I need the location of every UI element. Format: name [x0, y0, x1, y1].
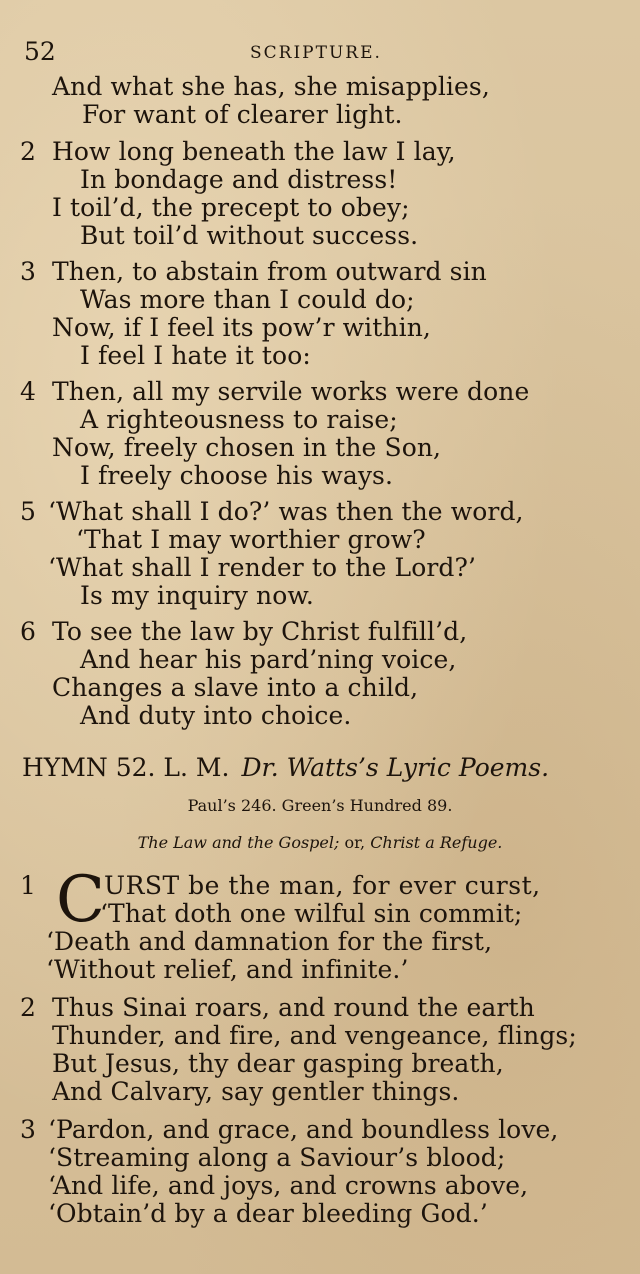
running-head: SCRIPTURE.	[250, 43, 382, 63]
verse-line: In bondage and distress!	[80, 165, 398, 194]
hymn-number-meter: HYMN 52. L. M.	[22, 753, 230, 782]
subtitle-part2: Christ a Refuge.	[370, 833, 503, 852]
verse-line: And what she has, she misapplies,	[52, 72, 490, 101]
stanza-number: 3	[20, 1115, 36, 1144]
verse-line: ‘Without relief, and infinite.’	[46, 955, 409, 984]
verse-line: Thunder, and fire, and vengeance, flings;	[52, 1021, 577, 1050]
verse-line: Changes a slave into a child,	[52, 673, 419, 702]
hymn-subtitle	[0, 832, 640, 854]
verse-line: Then, all my servile works were done	[52, 377, 530, 406]
verse-line: Now, freely chosen in the Son,	[52, 433, 442, 462]
stanza-number: 3	[20, 257, 36, 286]
tune-references: Paul’s 246. Green’s Hundred 89.	[187, 796, 453, 815]
stanza-number: 1	[20, 871, 36, 900]
stanza-number: 5	[20, 497, 36, 526]
verse-line: I feel I hate it too:	[80, 341, 311, 370]
verse-line: A righteousness to raise;	[80, 405, 398, 434]
verse-line: ‘Obtain’d by a dear bleeding God.’	[48, 1199, 488, 1228]
verse-line: And duty into choice.	[80, 701, 352, 730]
verse-line: ‘What shall I render to the Lord?’	[48, 553, 477, 582]
verse-line: For want of clearer light.	[82, 100, 403, 129]
verse-line: ‘That I may worthier grow?	[76, 525, 426, 554]
verse-line: Was more than I could do;	[80, 285, 415, 314]
verse-line: And hear his pard’ning voice,	[80, 645, 457, 674]
drop-cap: C	[56, 863, 105, 937]
verse-line: But toil’d without success.	[80, 221, 419, 250]
verse-line: And Calvary, say gentler things.	[52, 1077, 460, 1106]
verse-line: To see the law by Christ fulfill’d,	[52, 617, 468, 646]
verse-line: ‘That doth one wilful sin commit;	[100, 899, 523, 928]
verse-line: Then, to abstain from outward sin	[52, 257, 487, 286]
hymn-source: Dr. Watts’s Lyric Poems.	[241, 753, 550, 782]
verse-line: ‘Death and damnation for the first,	[46, 927, 493, 956]
stanza-number: 6	[20, 617, 36, 646]
verse-line: Now, if I feel its pow’r within,	[52, 313, 431, 342]
subtitle-or: or,	[344, 833, 366, 852]
stanza-number: 2	[20, 993, 36, 1022]
verse-line: Is my inquiry now.	[80, 581, 314, 610]
verse-line: I freely choose his ways.	[80, 461, 394, 490]
page-number: 52	[24, 37, 56, 66]
verse-line: Thus Sinai roars, and round the earth	[52, 993, 535, 1022]
verse-line: How long beneath the law I lay,	[52, 137, 456, 166]
verse-line: URST be the man, for ever curst,	[104, 871, 541, 900]
stanza-number: 4	[20, 377, 36, 406]
verse-line: I toil’d, the precept to obey;	[52, 193, 410, 222]
verse-line: ‘What shall I do?’ was then the word,	[48, 497, 524, 526]
verse-line: ‘And life, and joys, and crowns above,	[48, 1171, 529, 1200]
verse-line: ‘Streaming along a Saviour’s blood;	[48, 1143, 506, 1172]
verse-line: But Jesus, thy dear gasping breath,	[52, 1049, 504, 1078]
stanza-number: 2	[20, 137, 36, 166]
subtitle-part1: The Law and the Gospel;	[137, 833, 340, 852]
hymn-heading	[22, 753, 549, 783]
verse-line: ‘Pardon, and grace, and boundless love,	[48, 1115, 559, 1144]
